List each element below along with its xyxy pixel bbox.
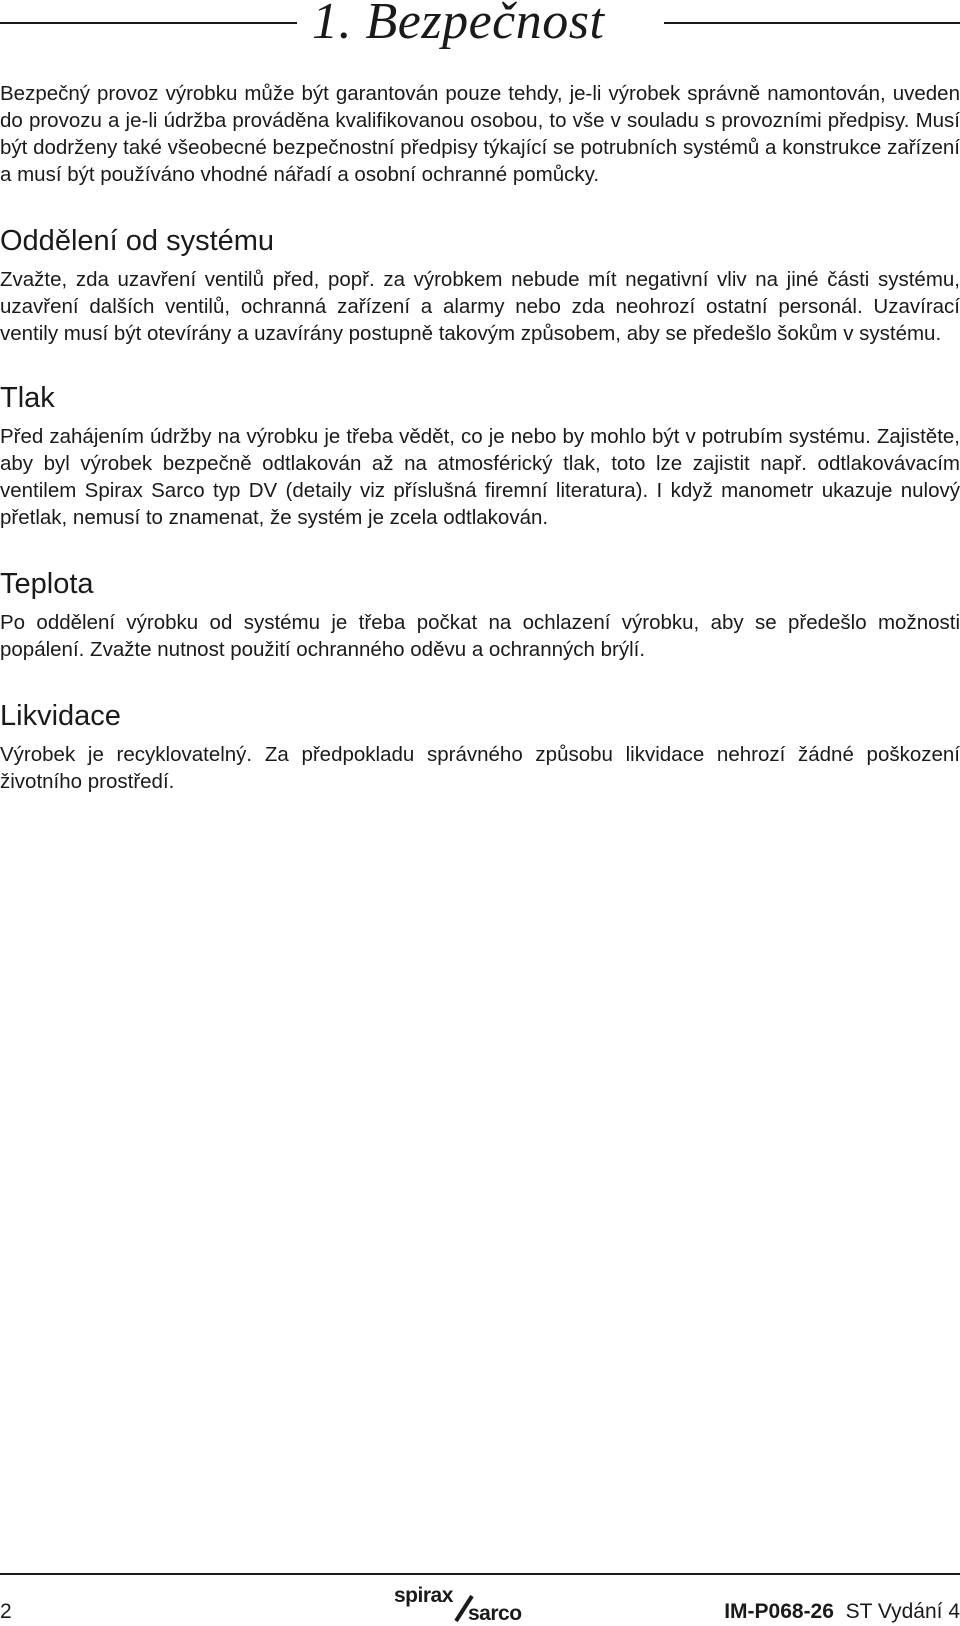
page-content — [0, 80, 960, 795]
section-heading-temperature: Teplota — [0, 568, 94, 600]
page-title: 1. Bezpečnost — [312, 0, 605, 50]
section-text-pressure: Před zahájením údržby na výrobku je třeba vědět, co je nebo by mohlo být v potrubím systému. Zajistěte, aby byl výrobek bezpečně odtlakován až na atmosférický tlak, toto lze zajistit např. odtlakovávacím ventilem Spirax Sarco typ DV (detaily viz příslušná firemní literatura). I když manometr ukazuje nulový přetlak, nemusí to znamenat, že systém je zcela odtlakován. — [0, 425, 960, 529]
spirax-sarco-logo — [394, 1584, 564, 1624]
section-text-temperature: Po oddělení výrobku od systému je třeba počkat na ochlazení výrobku, aby se předešlo možnosti popálení. Zvažte nutnost použití ochranného oděvu a ochranných brýlí. — [0, 611, 960, 661]
document-edition: ST Vydání 4 — [845, 1600, 960, 1623]
title-rule-right — [664, 22, 960, 24]
section-heading-separation: Oddělení od systému — [0, 225, 275, 257]
section-text-disposal: Výrobek je recyklovatelný. Za předpokladu správného způsobu likvidace nehrozí žádné poškození životního prostředí. — [0, 743, 960, 793]
section-heading-pressure: Tlak — [0, 382, 55, 414]
logo-text-top: spirax — [394, 1584, 453, 1607]
document-code: IM-P068-26 — [724, 1600, 834, 1623]
page-footer — [0, 1584, 960, 1624]
page-number: 2 — [0, 1600, 12, 1623]
title-rule-left — [0, 22, 297, 24]
section-text-separation: Zvažte, zda uzavření ventilů před, popř. za výrobkem nebude mít negativní vliv na jiné části systému, uzavření dalších ventilů, ochranná zařízení a alarmy nebo zda neohrozí ostatní personál. Uzavírací ventily musí být otevírány a uzavírány postupně takovým způsobem, aby se předešlo šokům v systému. — [0, 268, 960, 345]
document-reference — [724, 1600, 960, 1624]
logo-text-bottom: sarco — [468, 1602, 522, 1624]
footer-rule — [0, 1573, 960, 1575]
intro-paragraph: Bezpečný provoz výrobku může být garantován pouze tehdy, je-li výrobek správně namontován, uveden do provozu a je-li údržba prováděna kvalifikovanou osobou, to vše v souladu s provozními předpisy. Musí být dodrženy také všeobecné bezpečnostní předpisy týkající se potrubních systémů a konstrukce zařízení a musí být používáno vhodné nářadí a osobní ochranné pomůcky. — [0, 82, 960, 186]
title-row — [0, 0, 960, 52]
section-heading-disposal: Likvidace — [0, 700, 121, 732]
